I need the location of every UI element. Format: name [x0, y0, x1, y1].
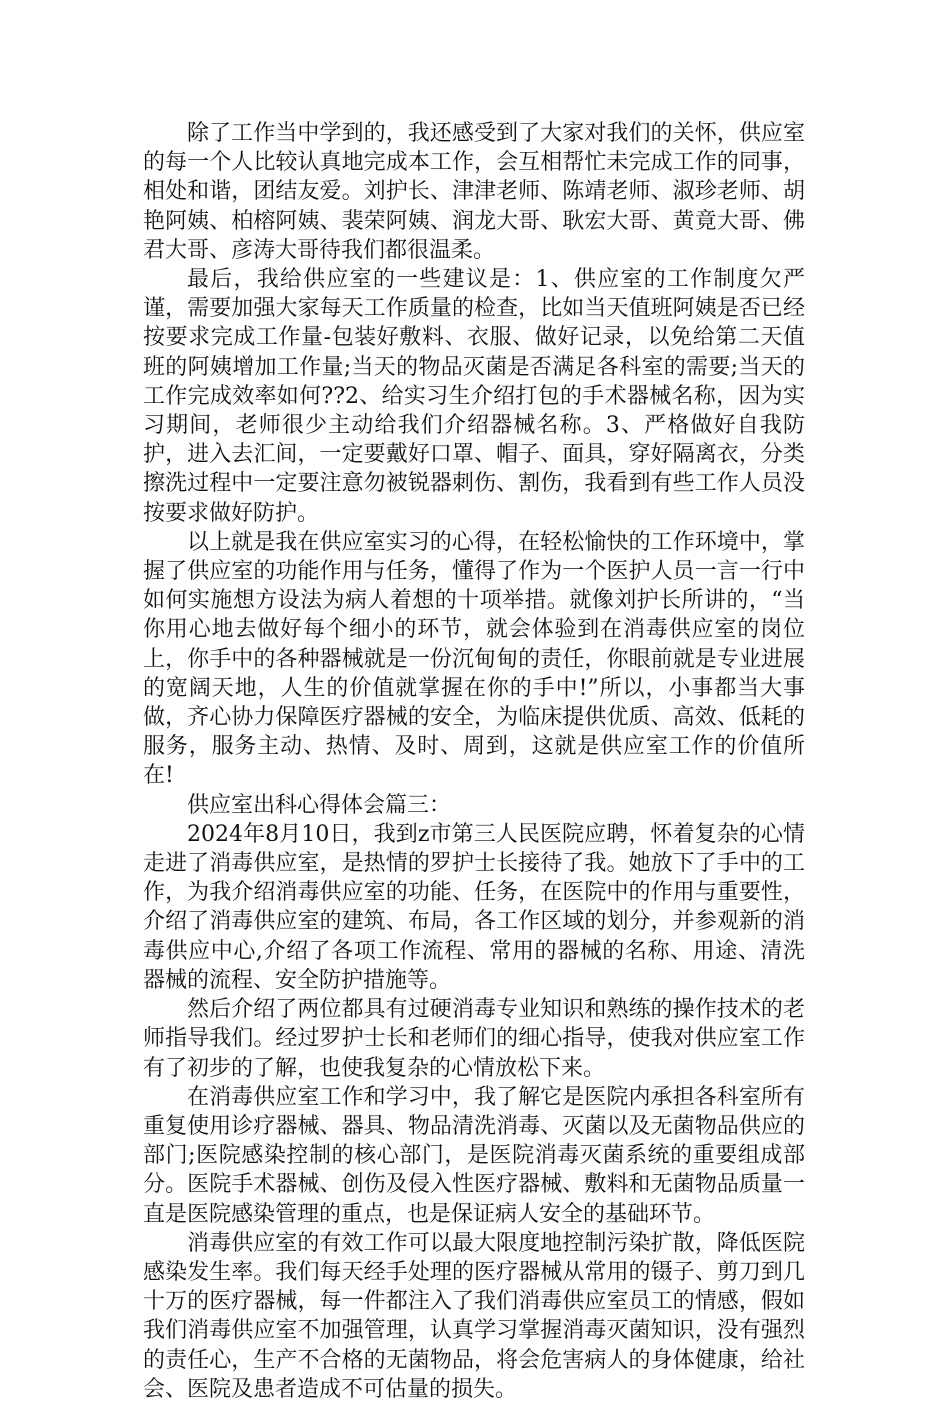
document-body: [143, 119, 805, 1404]
paragraph-department-role: 在消毒供应室工作和学习中，我了解它是医院内承担各科室所有重复使用诊疗器械、器具、物品清洗消毒、灭菌以及无菌物品供应的部门;医院感染控制的核心部门，是医院消毒灭菌系统的重要组成部分。医院手术器械、创伤及侵入性医疗器械、敷料和无菌物品质量一直是医院感染管理的重点，也是保证病人安全的基础环节。: [143, 1084, 805, 1227]
section-heading: 供应室出科心得体会篇三：: [187, 792, 452, 818]
paragraph-arrival: 2024年8月10日，我到z市第三人民医院应聘，怀着复杂的心情走进了消毒供应室，是热情的罗护士长接待了我。她放下了手中的工作，为我介绍消毒供应室的功能、任务，在医院中的作用与重要性，介绍了消毒供应室的建筑、布局，各工作区域的划分，并参观新的消毒供应中心,介绍了各项工作流程、常用的器械的名称、用途、清洗器械的流程、安全防护措施等。: [143, 821, 805, 993]
paragraph-infection-control: 消毒供应室的有效工作可以最大限度地控制污染扩散，降低医院感染发生率。我们每天经手处理的医疗器械从常用的镊子、剪刀到几十万的医疗器械，每一件都注入了我们消毒供应室员工的情感，假如我们消毒供应室不加强管理，认真学习掌握消毒灭菌知识，没有强烈的责任心，生产不合格的无菌物品，将会危害病人的身体健康，给社会、医院及患者造成不可估量的损失。: [143, 1230, 805, 1402]
paragraph-staff-care: 除了工作当中学到的，我还感受到了大家对我们的关怀，供应室的每一个人比较认真地完成本工作，会互相帮忙未完成工作的同事，相处和谐，团结友爱。刘护长、津津老师、陈靖老师、淑珍老师、胡艳阿姨、柏榕阿姨、裴荣阿姨、润龙大哥、耿宏大哥、黄竟大哥、佛君大哥、彦涛大哥待我们都很温柔。: [143, 121, 805, 263]
paragraph-summary: 以上就是我在供应室实习的心得，在轻松愉快的工作环境中，掌握了供应室的功能作用与任务，懂得了作为一个医护人员一言一行中如何实施想方设法为病人着想的十项举措。就像刘护长所讲的，“当你用心地去做好每个细小的环节，就会体验到在消毒供应室的岗位上，你手中的各种器械就是一份沉甸甸的责任，你眼前就是专业进展的宽阔天地，人生的价值就掌握在你的手中!”所以，小事都当大事做，齐心协力保障医疗器械的安全，为临床提供优质、高效、低耗的服务，服务主动、热情、及时、周到，这就是供应室工作的价值所在!: [143, 529, 805, 789]
paragraph-suggestions: 最后，我给供应室的一些建议是：1、供应室的工作制度欠严谨，需要加强大家每天工作质量的检查，比如当天值班阿姨是否已经按要求完成工作量-包装好敷料、衣服、做好记录，以免给第二天值班的阿姨增加工作量;当天的物品灭菌是否满足各科室的需要;当天的工作完成效率如何??2、给实习生介绍打包的手术器械名称，因为实习期间，老师很少主动给我们介绍器械名称。3、严格做好自我防护，进入去汇间，一定要戴好口罩、帽子、面具，穿好隔离衣，分类擦洗过程中一定要注意勿被锐器刺伤、割伤，我看到有些工作人员没按要求做好防护。: [143, 267, 805, 526]
paragraph-teachers: 然后介绍了两位都具有过硬消毒专业知识和熟练的操作技术的老师指导我们。经过罗护士长和老师们的细心指导，使我对供应室工作有了初步的了解，也使我复杂的心情放松下来。: [143, 997, 805, 1081]
